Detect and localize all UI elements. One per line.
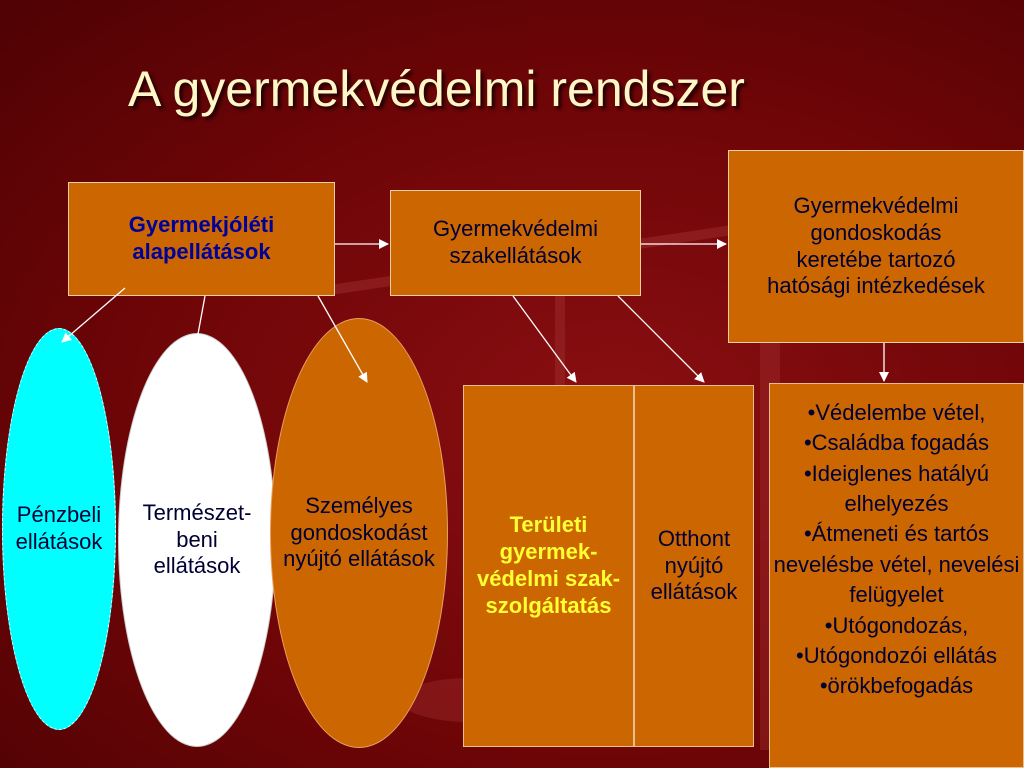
penzbeli-label: Pénzbeli ellátások — [15, 502, 103, 554]
otthont-nyujto-label: Otthont nyújtó ellátások — [650, 525, 738, 605]
list-item: •Családba fogadás — [803, 430, 990, 456]
page-title: A gyermekvédelmi rendszer — [128, 61, 745, 117]
list-item: •Ideiglenes hatályú elhelyezés — [803, 460, 990, 517]
arrow-szak-to-teruleti — [513, 296, 576, 382]
list-item: •örökbefogadás — [819, 673, 974, 699]
list-item: •Védelembe vétel, — [807, 400, 986, 425]
arrow-alap-to-szemelyes — [318, 296, 367, 382]
list-item: •Átmeneti és tartós nevelésbe vétel, nevelési felügyelet — [773, 521, 1020, 608]
list-item: •Utógondozás, •Utógondozói ellátás — [796, 612, 997, 668]
szakellatasok-label: Gyermekvédelmi szakellátások — [432, 216, 599, 268]
szemelyes-label: Személyes gondoskodást nyújtó ellátások — [283, 492, 435, 572]
teruleti-szakszolgaltatas-label: Területi gyermek-védelmi szak-szolgáltatás — [476, 512, 621, 618]
alapellatasok-label: Gyermekjóléti alapellátások — [128, 212, 275, 264]
arrow-alap-to-penzbeli — [62, 288, 125, 342]
arrow-szak-to-otthont — [618, 296, 704, 382]
termeszetbeni-label: Természet-beni ellátások — [142, 499, 252, 579]
line-alap-to-termeszetbeni — [198, 296, 205, 334]
hatosagi-intezkedesek-label: Gyermekvédelmi gondoskodás keretébe tartozó hatósági intézkedések — [767, 192, 985, 299]
